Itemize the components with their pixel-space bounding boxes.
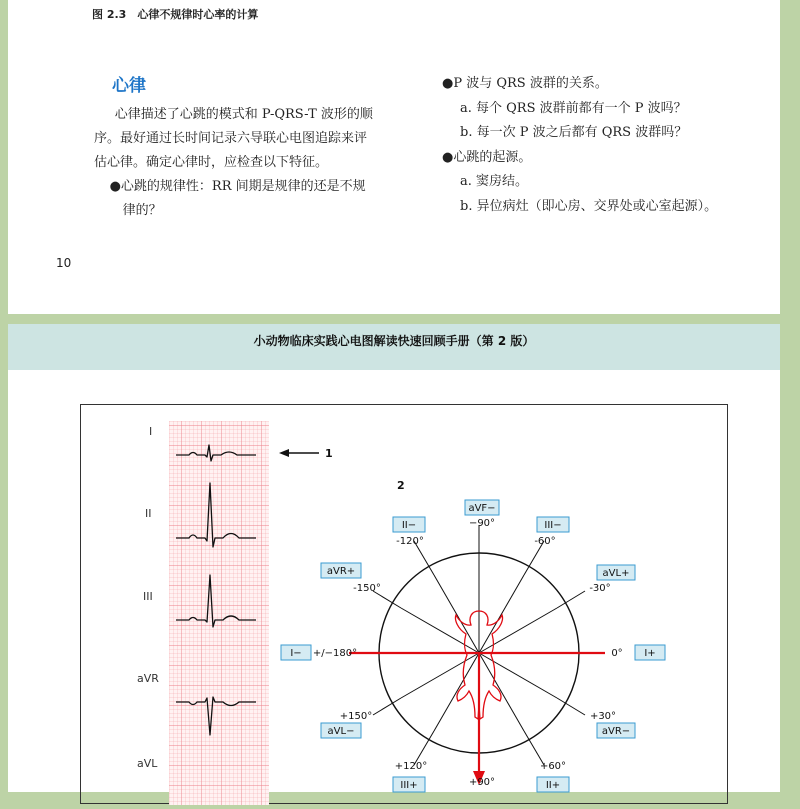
box-label: aVF− xyxy=(468,503,496,514)
box-label: aVL+ xyxy=(602,568,630,579)
section-title: 心律 xyxy=(112,76,146,96)
right-column xyxy=(442,72,762,219)
angle-label: -150° xyxy=(353,583,381,594)
bottom-page xyxy=(8,324,780,792)
angle-label: +120° xyxy=(394,761,428,772)
marker-1: 1 xyxy=(325,447,333,460)
box-label: aVR+ xyxy=(326,566,356,577)
axis-line xyxy=(479,653,524,731)
angle-label: -60° xyxy=(534,536,556,547)
left-column xyxy=(94,103,394,223)
book-header: 小动物临床实践心电图解读快速回顾手册（第 2 版） xyxy=(253,334,535,348)
angle-label: +/−180° xyxy=(312,648,358,659)
box-label: aVL− xyxy=(327,726,355,737)
angle-label: 0° xyxy=(611,648,623,659)
axis-line xyxy=(373,698,401,715)
angle-label: +150° xyxy=(339,711,373,722)
axis-line xyxy=(401,653,479,698)
axis-line xyxy=(479,653,557,698)
lead-label-avl: aVL xyxy=(137,757,158,770)
ecg-grid xyxy=(169,421,269,805)
sub-item: b. 每一次 P 波之后都有 QRS 波群吗？ xyxy=(460,125,688,140)
angle-label: -120° xyxy=(396,536,424,547)
marker-2: 2 xyxy=(397,479,405,492)
page-number: 10 xyxy=(56,256,72,270)
axis-line xyxy=(557,698,585,715)
sub-item: a. 每个 QRS 波群前都有一个 P 波吗？ xyxy=(460,100,687,116)
axis-line xyxy=(479,608,557,653)
box-label: I− xyxy=(290,648,302,659)
top-page xyxy=(8,0,780,314)
axis-line xyxy=(434,653,479,731)
bullet-line: ●心跳的起源。 xyxy=(442,149,532,165)
paragraph-line: 序。最好通过长时间记录六导联心电图追踪来评 xyxy=(94,131,368,146)
box-label: aVR− xyxy=(601,726,631,737)
arrow-head-icon xyxy=(279,449,289,457)
ecg-figure xyxy=(80,404,728,804)
bullet-line: ●P 波与 QRS 波群的关系。 xyxy=(442,76,608,91)
lead-label-avr: aVR xyxy=(137,672,159,685)
lead-label-iii: III xyxy=(143,590,153,603)
box-label: III− xyxy=(544,520,562,531)
angle-label: +30° xyxy=(589,711,617,722)
header-band xyxy=(8,324,780,370)
box-label: I+ xyxy=(644,648,656,659)
paragraph-line: 心律描述了心跳的模式和 P-QRS-T 波形的顺 xyxy=(114,107,373,122)
axis-line xyxy=(557,591,585,608)
lead-label-ii: II xyxy=(145,507,152,520)
ecg-figure-svg xyxy=(81,405,729,805)
bullet-line: 律的？ xyxy=(122,203,162,218)
angle-label: -30° xyxy=(589,583,611,594)
angle-label: +60° xyxy=(539,761,567,772)
lead-label-i: I xyxy=(149,425,153,438)
sub-item: a. 窦房结。 xyxy=(460,174,529,189)
box-label: II− xyxy=(401,520,417,531)
paragraph-line: 估心律。确定心律时，应检查以下特征。 xyxy=(94,155,329,170)
box-label: III+ xyxy=(400,780,418,791)
box-label: II+ xyxy=(545,780,561,791)
axis-line xyxy=(401,608,479,653)
bullet-line: ●心跳的规律性：RR 间期是规律的还是不规 xyxy=(109,179,366,194)
sub-item: b. 异位病灶（即心房、交界处或心室起源）。 xyxy=(460,198,718,214)
angle-label: −90° xyxy=(468,518,496,529)
figure-caption: 图 2.3 心律不规律时心率的计算 xyxy=(92,8,259,21)
angle-label: +90° xyxy=(468,777,496,788)
